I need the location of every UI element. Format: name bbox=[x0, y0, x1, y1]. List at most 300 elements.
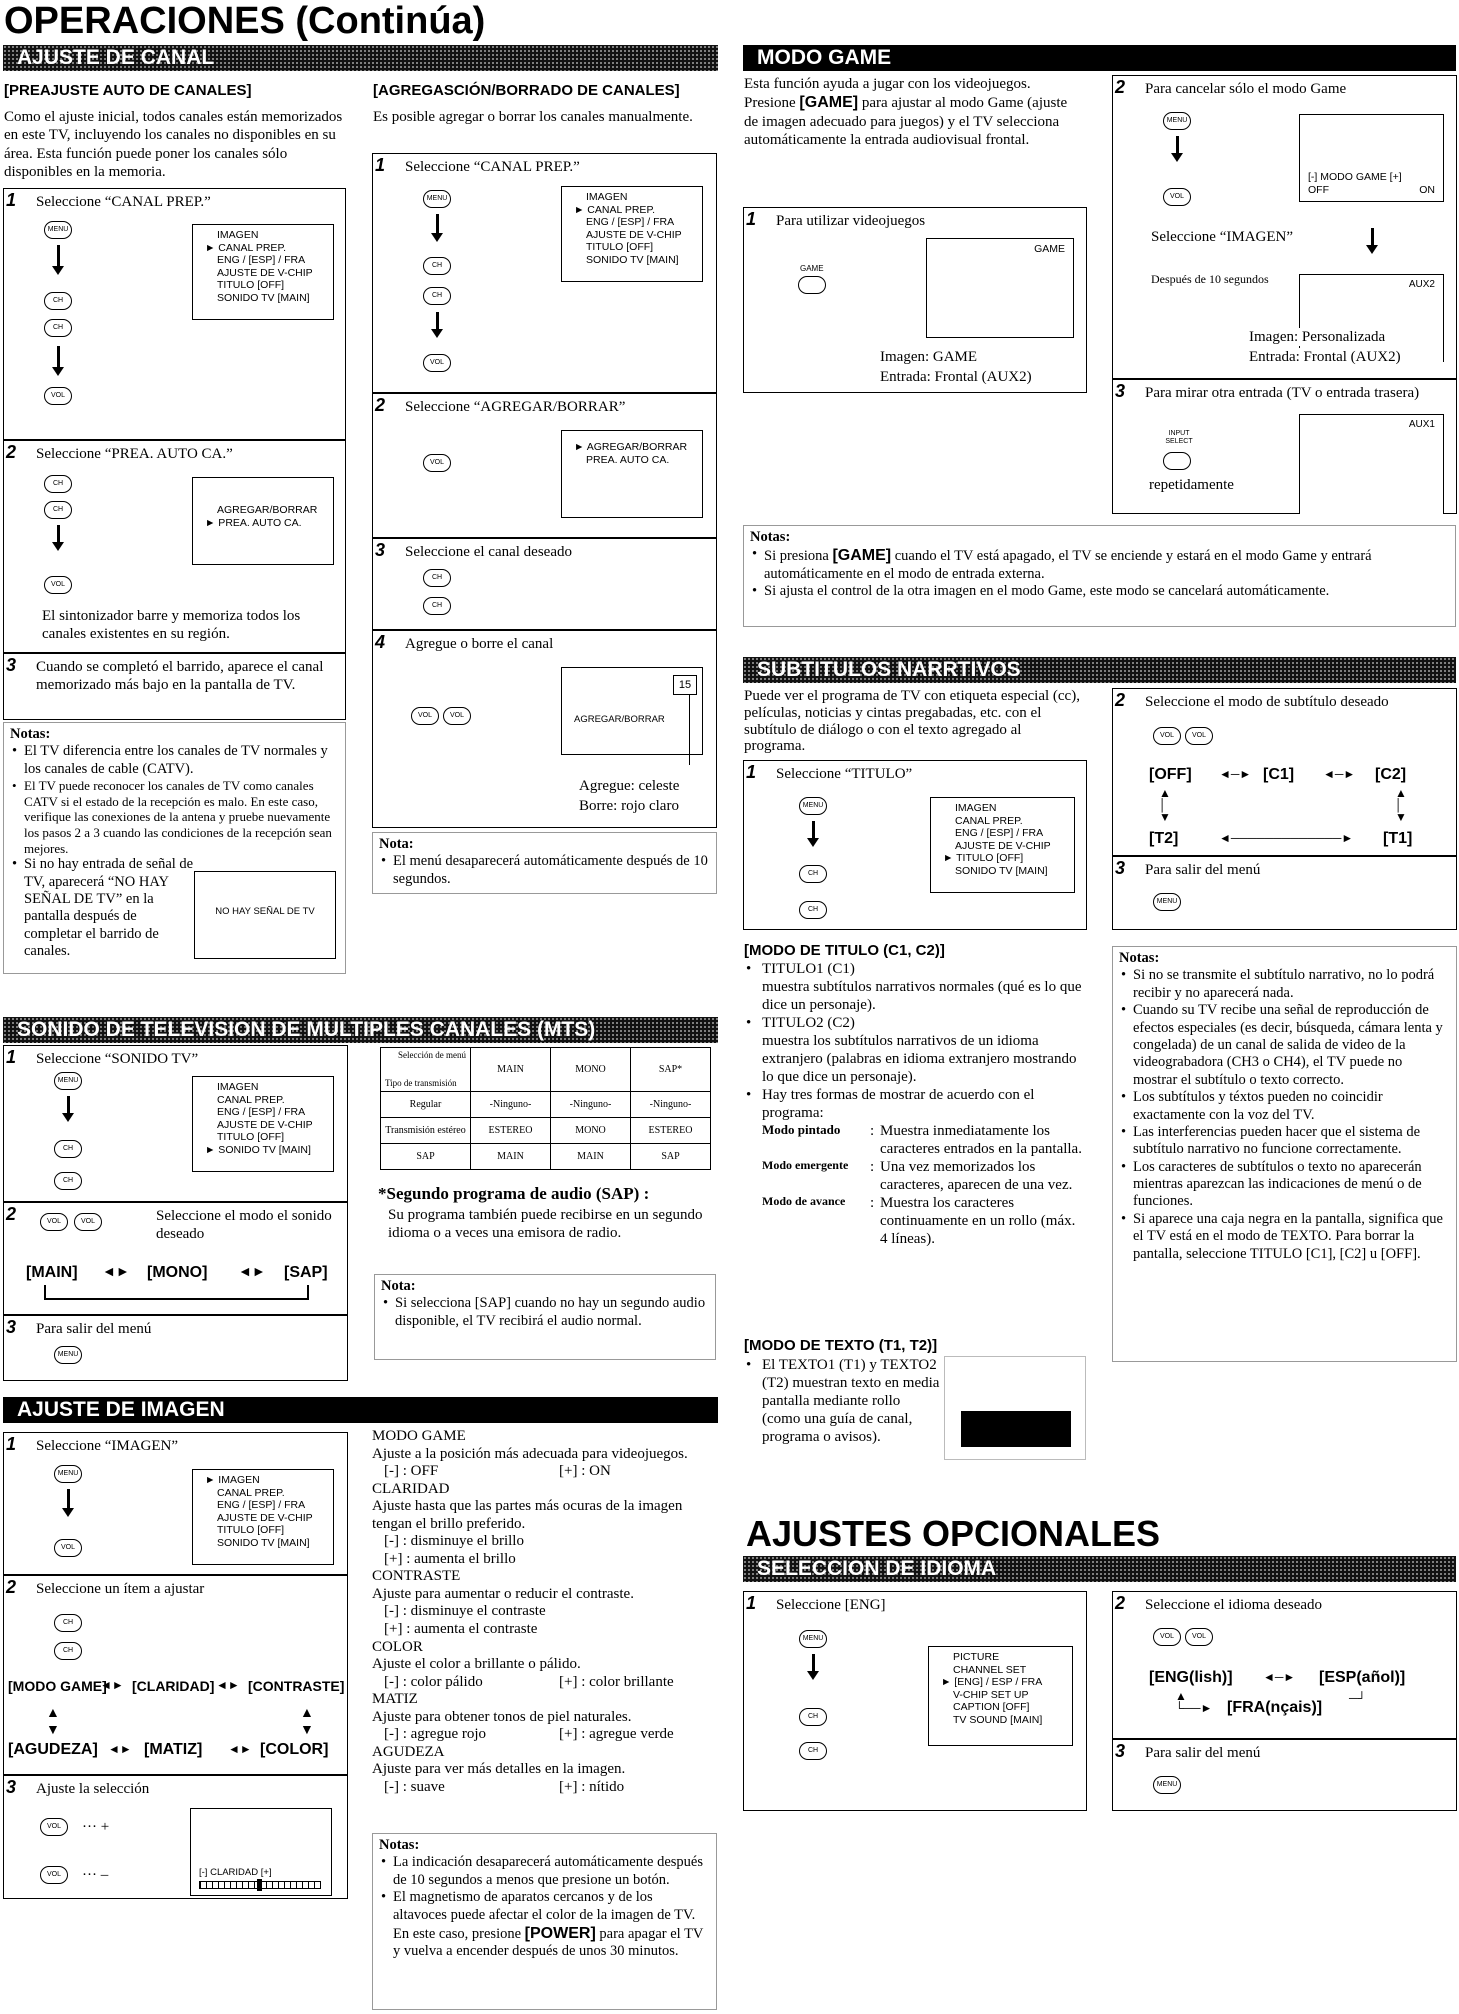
def-plus: [+] : agregue verde bbox=[559, 1726, 674, 1743]
table-cell: -Ninguno- bbox=[631, 1092, 711, 1118]
step-number: 3 bbox=[1115, 858, 1126, 878]
note-item: • Si ajusta el control de la otra imagen en el modo Game, este modo se cancelará automáticamente. bbox=[750, 583, 1449, 600]
arrow-both-icon: ◄► bbox=[100, 1678, 124, 1692]
note-item: • Los caracteres de subtítulos o texto no aparecerán mientras aparezcan las indicaciones de menú o de funciones. bbox=[1119, 1159, 1450, 1211]
def-term: MATIZ bbox=[372, 1691, 418, 1708]
table-header: SAP* bbox=[631, 1048, 711, 1092]
note-item: • Los subtítulos y téxtos pueden no coincidir exactamente con la voz del TV. bbox=[1119, 1089, 1450, 1124]
step-text: Para cancelar sólo el modo Game bbox=[1145, 81, 1347, 97]
item-color: [COLOR] bbox=[260, 1741, 329, 1758]
vol-up-button-icon: VOL bbox=[44, 576, 72, 594]
step-text: Seleccione “SONIDO TV” bbox=[36, 1051, 199, 1067]
step-number: 3 bbox=[1115, 381, 1126, 401]
form-val: Muestra los caracteres continuamente en un rollo (máx. 4 líneas). bbox=[880, 1195, 1076, 1247]
section-header-imagen: AJUSTE DE IMAGEN bbox=[3, 1397, 718, 1423]
idioma-step2 bbox=[1112, 1591, 1457, 1739]
list-head: Hay tres formas de mostrar de acuerdo con el programa: bbox=[762, 1087, 1035, 1121]
def-minus: [-] : disminuye el contraste bbox=[384, 1603, 546, 1620]
arrow-updown-icon: ▲ ▼ bbox=[300, 1704, 314, 1737]
note-item: • Si no se transmite el subtítulo narrativo, no lo podrá recibir y no aparecerá nada. bbox=[1119, 967, 1450, 1002]
preajuste-step3 bbox=[3, 653, 346, 720]
step-number: 2 bbox=[1115, 77, 1126, 97]
form-row: Modo de avance : Muestra los caracteres continuamente en un rollo (máx. 4 líneas). bbox=[744, 1194, 1089, 1248]
mode-t1: [T1] bbox=[1383, 830, 1413, 847]
ch-up-button-icon: CH bbox=[44, 475, 72, 493]
table-cell: ESTEREO bbox=[631, 1118, 711, 1144]
section-header-idioma: SELECCION DE IDIOMA bbox=[743, 1556, 1456, 1582]
def-desc: Ajuste para obtener tonos de piel naturales. bbox=[372, 1708, 632, 1725]
preajuste-title: [PREAJUSTE AUTO DE CANALES] bbox=[4, 82, 252, 99]
agregar-step2 bbox=[372, 393, 717, 538]
table-header: MAIN bbox=[471, 1048, 551, 1092]
loop-line bbox=[44, 1298, 309, 1300]
list-desc: muestra los subtítulos narrativos de un idioma extranjero (palabras en idioma extranjero mostrando lo que dice un personaje). bbox=[762, 1033, 1077, 1085]
note-item: • El TV diferencia entre los canales de TV normales y los canales de cable (CATV). bbox=[10, 743, 339, 778]
vol-up-button-icon: VOL bbox=[1185, 727, 1213, 745]
ch-down-button-icon: CH bbox=[423, 287, 451, 305]
arrow-down-icon bbox=[57, 525, 60, 543]
arrow-both-icon: ◄─────────────► bbox=[1219, 831, 1354, 845]
def-item bbox=[372, 1481, 712, 1569]
arrow-both-icon: ◄► bbox=[108, 1742, 132, 1756]
agregar-title: [AGREGASCIÓN/BORRADO DE CANALES] bbox=[373, 82, 680, 99]
step-number: 1 bbox=[746, 1593, 757, 1613]
mode-sap: [SAP] bbox=[284, 1264, 328, 1281]
plus-label: ··· + bbox=[82, 1819, 110, 1835]
table-cell: -Ninguno- bbox=[471, 1092, 551, 1118]
bar-label: [-] CLARIDAD [+] bbox=[199, 1867, 272, 1878]
menu-screen bbox=[192, 224, 334, 320]
ch-up-button-icon: CH bbox=[54, 1614, 82, 1632]
arrow-updown-icon: ▲ ▼ bbox=[46, 1704, 60, 1737]
texto-text: El TEXTO1 (T1) y TEXTO2 (T2) muestran texto en media pantalla mediante rollo (como una guía de canal, programa o avisos). bbox=[762, 1357, 940, 1445]
step-number: 3 bbox=[375, 540, 386, 560]
menu-line: TV SOUND [MAIN] bbox=[953, 1713, 1043, 1726]
ch-up-button-icon: CH bbox=[423, 257, 451, 275]
menu-line: IMAGEN bbox=[217, 1081, 259, 1093]
menu-line: CAPTION [OFF] bbox=[953, 1701, 1030, 1714]
menu-line: CANAL PREP. bbox=[955, 814, 1023, 827]
menu-line: TITULO [OFF] bbox=[217, 279, 285, 292]
table-row bbox=[381, 1144, 711, 1170]
menu-button-icon: MENU bbox=[423, 190, 451, 208]
menu-button-icon: MENU bbox=[54, 1346, 82, 1364]
screen-off: OFF bbox=[1308, 183, 1329, 196]
vol-down-button-icon: VOL bbox=[1153, 727, 1181, 745]
modo-titulo-list bbox=[744, 960, 1089, 1248]
imagen-step1 bbox=[3, 1432, 348, 1575]
imagen-definitions bbox=[372, 1428, 712, 1796]
menu-screen bbox=[561, 430, 703, 518]
ch-down-button-icon: CH bbox=[44, 501, 72, 519]
arrow-both-icon: ◄─► bbox=[1219, 767, 1252, 781]
game-screen: GAME bbox=[926, 238, 1074, 338]
mts-nota bbox=[374, 1274, 716, 1360]
table-cell: MAIN bbox=[551, 1144, 631, 1170]
step-text: Seleccione “TITULO” bbox=[776, 766, 913, 782]
menu-screen bbox=[192, 1469, 334, 1565]
note-item: • Si no hay entrada de señal de TV, aparecerá “NO HAY SEÑAL DE TV” en la pantalla después de completar el barrido de canales. bbox=[10, 856, 195, 960]
step-number: 2 bbox=[375, 395, 386, 415]
menu-line: PREA. AUTO CA. bbox=[586, 453, 670, 466]
menu-line: SONIDO TV [MAIN] bbox=[217, 1536, 310, 1549]
agregar-step1 bbox=[372, 153, 717, 393]
borre-color: Borre: rojo claro bbox=[579, 798, 679, 814]
note-item bbox=[379, 1889, 710, 1961]
mts-step1 bbox=[3, 1045, 348, 1202]
step-text: Para utilizar videojuegos bbox=[776, 213, 926, 229]
notes-title: Notas: bbox=[1119, 950, 1160, 966]
game-step3 bbox=[1112, 379, 1457, 514]
adjust-screen bbox=[190, 1808, 332, 1896]
def-plus: [+] : aumenta el brillo bbox=[384, 1550, 516, 1567]
def-desc: Ajuste hasta que las partes más ocuras de la imagen tengan el brillo preferido. bbox=[372, 1498, 683, 1532]
step-text: Cuando se completó el barrido, aparece el canal memorizado más bajo en la pantalla de TV. bbox=[36, 659, 324, 693]
game-intro bbox=[744, 75, 1084, 149]
vol-up-button-icon: VOL bbox=[40, 1818, 68, 1836]
callout-line bbox=[689, 695, 690, 765]
menu-button-icon: MENU bbox=[54, 1072, 82, 1090]
screen-label: AGREGAR/BORRAR bbox=[574, 714, 665, 725]
table-cell: SAP bbox=[631, 1144, 711, 1170]
step-text: Ajuste la selección bbox=[36, 1781, 150, 1797]
table-header: MONO bbox=[551, 1048, 631, 1092]
menu-line: ENG / [ESP] / FRA bbox=[217, 1499, 306, 1512]
mode-c2: [C2] bbox=[1375, 766, 1407, 783]
agregar-step3 bbox=[372, 538, 717, 630]
mode-main: [MAIN] bbox=[26, 1264, 78, 1281]
table-row bbox=[381, 1118, 711, 1144]
arrow-updown-icon: ▲ │ ▼ bbox=[1395, 786, 1407, 824]
menu-line: AJUSTE DE V-CHIP bbox=[955, 839, 1051, 852]
step-text: Para salir del menú bbox=[36, 1321, 152, 1337]
step-number: 2 bbox=[1115, 1593, 1126, 1613]
menu-line: ► IMAGEN bbox=[205, 1474, 260, 1486]
step-number: 1 bbox=[746, 209, 757, 229]
list-head: TITULO2 (C2) bbox=[762, 1015, 855, 1031]
menu-line: SONIDO TV [MAIN] bbox=[586, 253, 679, 266]
arrow-return-icon: ▲ └──► bbox=[1175, 1689, 1213, 1715]
table-cell: ESTEREO bbox=[471, 1118, 551, 1144]
note-item: • Si selecciona [SAP] cuando no hay un segundo audio disponible, el TV recibirá el audio normal. bbox=[381, 1295, 709, 1330]
step-number: 1 bbox=[375, 155, 386, 175]
idioma-step3 bbox=[1112, 1739, 1457, 1811]
arrow-both-icon: ◄► bbox=[216, 1678, 240, 1692]
menu-line: SONIDO TV [MAIN] bbox=[955, 864, 1048, 877]
menu-line: AJUSTE DE V-CHIP bbox=[217, 1118, 313, 1131]
step-text: Seleccione “PREA. AUTO CA.” bbox=[36, 446, 233, 462]
arrow-both-icon: ◄─► bbox=[1263, 1670, 1296, 1684]
step-text: Seleccione [ENG] bbox=[776, 1597, 886, 1613]
input-select-button-icon bbox=[1163, 452, 1191, 470]
intro-text: Esta función ayuda a jugar con los videojuegos. Presione bbox=[744, 76, 1031, 112]
def-term: MODO GAME bbox=[372, 1428, 466, 1444]
def-term: CLARIDAD bbox=[372, 1480, 450, 1497]
game-key: [GAME] bbox=[832, 547, 892, 565]
idioma-step1 bbox=[743, 1591, 1087, 1811]
subtitulos-step3 bbox=[1112, 856, 1457, 930]
list-desc: muestra subtítulos narrativos normales (qué es lo que dice un personaje). bbox=[762, 979, 1082, 1013]
step-number: 2 bbox=[6, 1204, 17, 1224]
after-10s: Después de 10 segundos bbox=[1151, 272, 1269, 286]
page-title: OPERACIONES (Continúa) bbox=[4, 0, 486, 42]
arrow-down-icon bbox=[812, 1654, 815, 1672]
menu-line: CANAL PREP. bbox=[217, 1486, 285, 1499]
vol-down-button-icon: VOL bbox=[40, 1866, 68, 1884]
table-cell: SAP bbox=[381, 1144, 471, 1170]
step-text: Para salir del menú bbox=[1145, 862, 1261, 878]
game-notes bbox=[743, 525, 1456, 627]
def-desc: Ajuste el color a brillante o pálido. bbox=[372, 1656, 581, 1673]
form-row: Modo emergente : Una vez memorizados los caracteres, aparecen de una vez. bbox=[744, 1158, 1089, 1194]
black-box bbox=[961, 1411, 1071, 1447]
arrow-down-icon bbox=[57, 346, 60, 368]
note-text: Si presiona bbox=[764, 548, 829, 565]
vol-up-button-icon: VOL bbox=[54, 1539, 82, 1557]
lang-esp: [ESP(añol)] bbox=[1319, 1669, 1406, 1686]
step-number: 3 bbox=[6, 1777, 17, 1797]
sap-title: *Segundo programa de audio (SAP) : bbox=[378, 1184, 650, 1203]
ch-up-button-icon: CH bbox=[44, 292, 72, 310]
item-agudeza: [AGUDEZA] bbox=[8, 1741, 98, 1758]
game-step2 bbox=[1112, 75, 1457, 379]
section-header-mts: SONIDO DE TELEVISION DE MULTIPLES CANALES (MTS) bbox=[3, 1017, 718, 1043]
menu-screen bbox=[928, 1646, 1073, 1746]
menu-line: AJUSTE DE V-CHIP bbox=[217, 266, 313, 279]
def-term: COLOR bbox=[372, 1638, 423, 1655]
sap-text: Su programa también puede recibirse en un segundo idioma o a veces una emisora de radio. bbox=[388, 1207, 703, 1242]
form-key: Modo pintado bbox=[762, 1122, 841, 1137]
vol-down-button-icon: VOL bbox=[40, 1213, 68, 1231]
step-text: Seleccione el canal deseado bbox=[405, 544, 572, 560]
menu-line: CHANNEL SET bbox=[953, 1663, 1027, 1676]
menu-line: TITULO [OFF] bbox=[586, 241, 654, 254]
step-number: 1 bbox=[6, 190, 17, 210]
menu-line: ENG / [ESP] / FRA bbox=[217, 1106, 306, 1119]
mode-c1: [C1] bbox=[1263, 766, 1295, 783]
table-cell: -Ninguno- bbox=[551, 1092, 631, 1118]
ch-up-button-icon: CH bbox=[54, 1140, 82, 1158]
lang-fra: [FRA(nçais)] bbox=[1227, 1699, 1323, 1716]
form-val: Muestra inmediatamente los caracteres entrados en la pantalla. bbox=[880, 1123, 1082, 1157]
arrow-return-icon: ─┘ bbox=[1349, 1691, 1367, 1705]
def-item bbox=[372, 1428, 712, 1481]
agregue-color: Agregue: celeste bbox=[579, 778, 680, 794]
menu-line: PICTURE bbox=[953, 1651, 1000, 1663]
step-text: Seleccione “IMAGEN” bbox=[36, 1438, 179, 1454]
menu-line: CANAL PREP. bbox=[217, 1093, 285, 1106]
arrow-both-icon: ◄► bbox=[228, 1742, 252, 1756]
arrow-down-icon bbox=[436, 312, 439, 330]
loop-line bbox=[44, 1285, 46, 1299]
notes-title: Nota: bbox=[381, 1278, 416, 1294]
section-header-game: MODO GAME bbox=[743, 45, 1456, 71]
mode-off: [OFF] bbox=[1149, 766, 1192, 783]
def-desc: Ajuste para aumentar o reducir el contraste. bbox=[372, 1585, 634, 1602]
ch-up-button-icon: CH bbox=[799, 865, 827, 883]
def-minus: [-] : OFF bbox=[384, 1463, 439, 1480]
arrow-both-icon: ◄► bbox=[102, 1263, 130, 1279]
menu-line: ► AGREGAR/BORRAR bbox=[574, 441, 688, 453]
subtitulos-step2 bbox=[1112, 688, 1457, 856]
subtitulos-step1 bbox=[743, 760, 1087, 930]
menu-line: SONIDO TV [MAIN] bbox=[217, 291, 310, 304]
vol-up-button-icon: VOL bbox=[74, 1213, 102, 1231]
game-step1 bbox=[743, 207, 1087, 393]
step-number: 2 bbox=[6, 1577, 17, 1597]
corner-bottom: Tipo de transmisión bbox=[385, 1078, 457, 1089]
imagen-label: Imagen: Personalizada bbox=[1249, 329, 1386, 345]
preajuste-intro: Como el ajuste inicial, todos canales están memorizados en este TV, incluyendo los canales no disponibles en su área. Esta función puede poner los canales sólo disponibles en la memoria. bbox=[4, 109, 343, 180]
step-number: 3 bbox=[6, 655, 17, 675]
def-desc: Ajuste para ver más detalles en la imagen. bbox=[372, 1761, 626, 1778]
modo-texto-title: [MODO DE TEXTO (T1, T2)] bbox=[744, 1337, 938, 1354]
def-minus: [-] : disminuye el brillo bbox=[384, 1533, 524, 1550]
section-header-canal: AJUSTE DE CANAL bbox=[3, 45, 718, 71]
ch-down-button-icon: CH bbox=[423, 597, 451, 615]
screen-on: ON bbox=[1419, 183, 1435, 196]
step-note: El sintonizador barre y memoriza todos los canales existentes en su región. bbox=[42, 608, 301, 642]
arrow-down-icon bbox=[57, 245, 60, 267]
game-key: [GAME] bbox=[799, 94, 859, 112]
step-number: 2 bbox=[1115, 690, 1126, 710]
modo-texto-desc: • El TEXTO1 (T1) y TEXTO2 (T2) muestran texto en media pantalla mediante rollo (como una guía de canal, programa o avisos). bbox=[746, 1357, 940, 1445]
entrada-label: Entrada: Frontal (AUX2) bbox=[1249, 349, 1401, 365]
menu-screen bbox=[930, 797, 1075, 893]
step-text: Seleccione “CANAL PREP.” bbox=[36, 194, 211, 210]
ch-up-button-icon: CH bbox=[423, 569, 451, 587]
mode-mono: [MONO] bbox=[147, 1264, 208, 1281]
list-head: TITULO1 (C1) bbox=[762, 961, 855, 977]
form-row: Modo pintado : Muestra inmediatamente los caracteres entrados en la pantalla. bbox=[744, 1122, 1089, 1158]
menu-button-icon: MENU bbox=[1153, 1776, 1181, 1794]
menu-button-icon: MENU bbox=[1163, 112, 1191, 130]
ch-up-button-icon: CH bbox=[799, 1708, 827, 1726]
menu-line: IMAGEN bbox=[586, 191, 628, 203]
def-desc: Ajuste a la posición más adecuada para videojuegos. bbox=[372, 1445, 688, 1462]
table-row bbox=[381, 1092, 711, 1118]
def-plus: [+] : ON bbox=[559, 1463, 611, 1480]
form-key: Modo emergente bbox=[762, 1158, 849, 1172]
arrow-down-icon bbox=[67, 1489, 70, 1509]
menu-line: ENG / [ESP] / FRA bbox=[955, 827, 1044, 840]
vol-up-button-icon: VOL bbox=[423, 454, 451, 472]
arrow-down-icon bbox=[67, 1096, 70, 1114]
def-term: CONTRASTE bbox=[372, 1568, 461, 1585]
menu-screen bbox=[192, 1076, 334, 1172]
menu-button-icon: MENU bbox=[799, 1630, 827, 1648]
menu-button-icon: MENU bbox=[44, 221, 72, 239]
ch-down-button-icon: CH bbox=[799, 1742, 827, 1760]
step-text: Para mirar otra entrada (TV o entrada trasera) bbox=[1145, 385, 1420, 401]
item-matiz: [MATIZ] bbox=[144, 1741, 203, 1758]
no-signal-screen: NO HAY SEÑAL DE TV bbox=[194, 871, 336, 959]
ch-down-button-icon: CH bbox=[54, 1642, 82, 1660]
game-button-label: GAME bbox=[800, 264, 824, 273]
menu-line: ENG / [ESP] / FRA bbox=[586, 216, 675, 229]
menu-line: ► CANAL PREP. bbox=[574, 203, 656, 216]
level-marker bbox=[257, 1879, 262, 1891]
loop-line bbox=[307, 1285, 309, 1299]
aux2-screen: AUX2 bbox=[1299, 274, 1444, 362]
menu-line: V-CHIP SET UP bbox=[953, 1688, 1029, 1701]
preajuste-step2 bbox=[3, 440, 346, 653]
screen-line: [-] MODO GAME [+] bbox=[1308, 171, 1402, 183]
section-header-subtitulos: SUBTITULOS NARRTIVOS bbox=[743, 657, 1456, 683]
menu-line: AGREGAR/BORRAR bbox=[217, 504, 318, 516]
def-plus: [+] : aumenta el contraste bbox=[384, 1621, 538, 1638]
lang-eng: [ENG(lish)] bbox=[1149, 1669, 1233, 1686]
def-item bbox=[372, 1568, 712, 1638]
imagen-step3 bbox=[3, 1775, 348, 1899]
repeat-label: repetidamente bbox=[1149, 477, 1234, 493]
note-item: • La indicación desaparecerá automáticamente después de 10 segundos a menos que presione un botón. bbox=[379, 1854, 710, 1889]
mts-step2 bbox=[3, 1202, 348, 1315]
imagen-label: Imagen: GAME bbox=[880, 349, 978, 365]
imagen-step2 bbox=[3, 1575, 348, 1775]
def-item bbox=[372, 1639, 712, 1692]
menu-line: ► [ENG] / ESP / FRA bbox=[941, 1676, 1043, 1689]
intro-text: para ajustar al modo Game (ajuste de imagen adecuado para juegos) y el TV selecciona automáticamente la entrada audiovisual frontal. bbox=[744, 95, 1068, 149]
mts-table bbox=[380, 1047, 711, 1170]
menu-line: ENG / [ESP] / FRA bbox=[217, 254, 306, 267]
select-imagen: Seleccione “IMAGEN” bbox=[1151, 229, 1294, 245]
step-text: Seleccione “AGREGAR/BORRAR” bbox=[405, 399, 626, 415]
subtitulos-notes bbox=[1112, 946, 1457, 1362]
def-term: AGUDEZA bbox=[372, 1743, 445, 1760]
table-cell: MONO bbox=[551, 1118, 631, 1144]
modo-titulo-title: [MODO DE TITULO (C1, C2)] bbox=[744, 942, 945, 959]
step-text: Seleccione “CANAL PREP.” bbox=[405, 159, 580, 175]
table-cell: MAIN bbox=[471, 1144, 551, 1170]
preajuste-step1 bbox=[3, 188, 346, 440]
menu-button-icon: MENU bbox=[799, 797, 827, 815]
step-text: Para salir del menú bbox=[1145, 1745, 1261, 1761]
arrow-down-icon bbox=[1371, 228, 1374, 246]
menu-line: ► TITULO [OFF] bbox=[943, 852, 1024, 865]
input-select-label: INPUT SELECT bbox=[1165, 430, 1193, 446]
note-item: • Cuando su TV recibe una señal de reproducción de efectos especiales (es decir, búsqueda, cámara lenta y congelada) de un canal de salida de video de la videograbadora (CH3 o CH4), el TV puede no mostrar el subtítulo o texto correcto. bbox=[1119, 1002, 1450, 1089]
game-mode-screen bbox=[1299, 114, 1444, 202]
imagen-notes bbox=[372, 1833, 717, 2010]
notes-title: Notas: bbox=[379, 1837, 420, 1853]
vol-up-button-icon: VOL bbox=[1185, 1628, 1213, 1646]
minus-label: ··· – bbox=[82, 1867, 109, 1883]
def-item bbox=[372, 1744, 712, 1797]
table-corner bbox=[381, 1048, 471, 1092]
arrow-updown-icon: ▲ │ ▼ bbox=[1159, 786, 1171, 824]
note-text: El magnetismo de aparatos cercanos y de los altavoces puede afectar el color de la imagen de TV. En este caso, presione bbox=[393, 1889, 696, 1942]
text-mode-screen bbox=[944, 1356, 1086, 1460]
menu-button-icon: MENU bbox=[1153, 893, 1181, 911]
step-text: Seleccione el modo el sonido deseado bbox=[156, 1208, 332, 1242]
arrow-both-icon: ◄─► bbox=[1323, 767, 1356, 781]
step-number: 1 bbox=[6, 1047, 17, 1067]
vol-up-button-icon: VOL bbox=[423, 354, 451, 372]
vol-down-button-icon: VOL bbox=[411, 707, 439, 725]
form-key: Modo de avance bbox=[762, 1194, 846, 1208]
list-item: • Hay tres formas de mostrar de acuerdo con el programa: bbox=[746, 1087, 1035, 1121]
menu-line: IMAGEN bbox=[217, 229, 259, 241]
note-item bbox=[750, 546, 1449, 583]
menu-line: TITULO [OFF] bbox=[217, 1131, 285, 1144]
step-text: Seleccione el idioma deseado bbox=[1145, 1597, 1323, 1613]
canal-notes bbox=[3, 722, 346, 974]
notes-title: Notas: bbox=[10, 726, 51, 742]
step-number: 3 bbox=[1115, 1741, 1126, 1761]
step-number: 1 bbox=[746, 762, 757, 782]
mode-t2: [T2] bbox=[1149, 830, 1179, 847]
